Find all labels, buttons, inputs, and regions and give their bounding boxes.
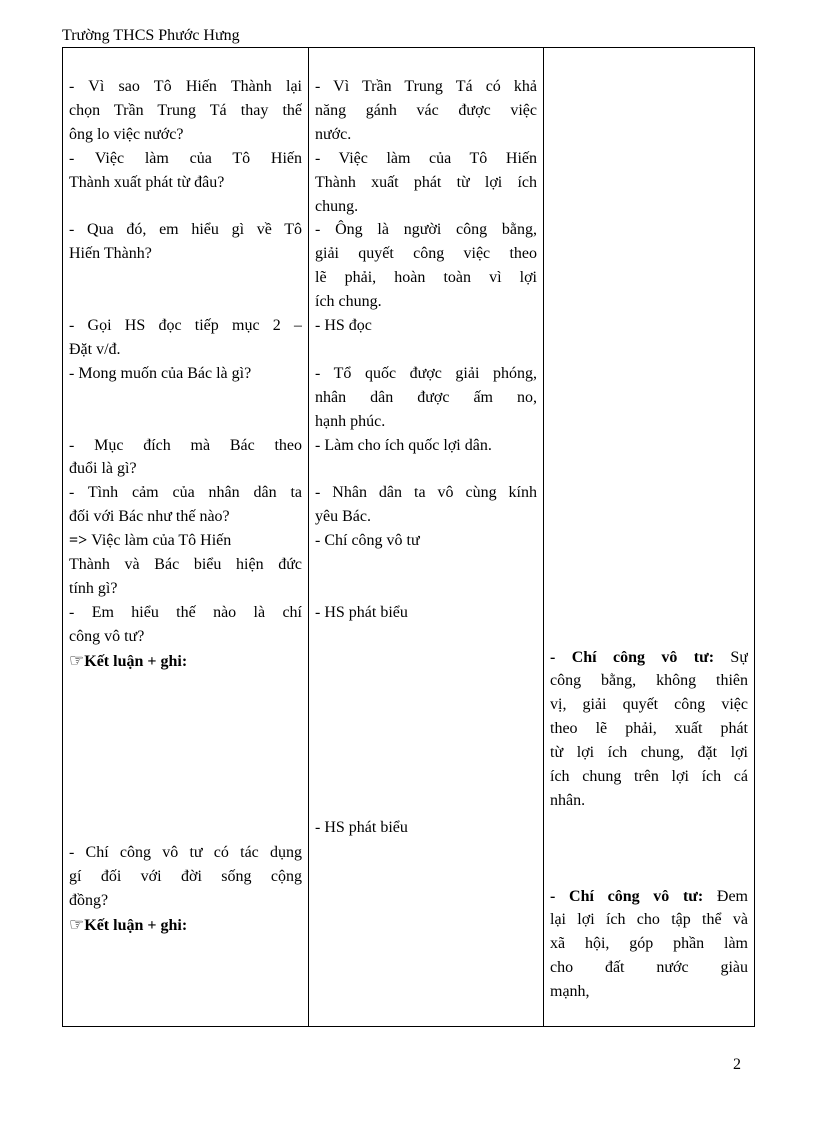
spacer	[69, 266, 302, 314]
conclusion-label: Kết luận + ghi:	[84, 652, 188, 670]
student-answer	[315, 75, 537, 147]
note-text: Đem	[703, 887, 748, 905]
conclusion-label: Kết luận + ghi:	[84, 916, 188, 934]
teacher-question	[69, 434, 302, 482]
spacer	[550, 813, 748, 885]
text-line: ông lo việc nước?	[69, 125, 184, 143]
text-line: đuổi là gì?	[69, 460, 137, 478]
note-line: công bằng, không thiên	[550, 672, 748, 690]
text-line: - HS phát biểu	[315, 603, 408, 621]
teacher-question	[69, 649, 302, 674]
text-line: - HS đọc	[315, 317, 372, 335]
text-line: chọn Trần Trung Tá thay thế	[69, 101, 302, 119]
school-header: Trường THCS Phước Hưng	[62, 27, 240, 44]
text-line: - Ông là người công bằng,	[315, 221, 537, 239]
text-line: nhân dân được ấm no,	[315, 388, 537, 406]
spacer	[69, 674, 302, 841]
teacher-question	[69, 841, 302, 913]
note-line: mạnh,	[550, 983, 590, 1001]
conclusion-heading	[69, 913, 302, 938]
note-line: vị, giải quyết công việc	[550, 696, 748, 714]
page-number: 2	[733, 1056, 741, 1073]
conclusion-heading	[69, 649, 302, 674]
text-line: Đặt v/đ.	[69, 340, 121, 358]
teacher-question	[69, 75, 302, 147]
note-term: - Chí công vô tư:	[550, 887, 704, 905]
content-column	[544, 48, 755, 1027]
text-line: - HS phát biểu	[315, 818, 408, 836]
student-answer	[315, 147, 537, 219]
text-line	[69, 529, 302, 553]
text-line: tính gì?	[69, 579, 118, 597]
text-line: - Vì Trần Trung Tá có khả	[315, 78, 537, 95]
spacer	[315, 553, 537, 601]
text-line: - Gọi HS đọc tiếp mục 2 –	[69, 317, 302, 335]
text-line: - Tình cảm của nhân dân ta	[69, 484, 302, 502]
teacher-question	[69, 913, 302, 938]
text-line: Thành xuất phát từ lợi ích	[315, 173, 537, 191]
text-line: năng gánh vác được việc	[315, 101, 537, 119]
teacher-question	[69, 481, 302, 529]
note-first-line	[550, 885, 748, 909]
teacher-question	[69, 147, 302, 195]
spacer	[315, 338, 537, 362]
spacer	[69, 386, 302, 434]
text-line: - Chí công vô tư có tác dụng	[69, 843, 302, 861]
note-line: từ lợi ích chung, đặt lợi	[550, 744, 748, 762]
text-line: - Vì sao Tô Hiến Thành lại	[69, 78, 302, 95]
text-line: đối với Bác như thế nào?	[69, 508, 230, 526]
lesson-note	[550, 885, 748, 1005]
note-line: theo lẽ phải, xuất phát	[550, 720, 748, 738]
text-line: nước.	[315, 125, 352, 143]
student-answer	[315, 481, 537, 529]
note-line: ích chung trên lợi ích cá	[550, 768, 748, 786]
lesson-table	[62, 47, 755, 1027]
student-answer	[315, 314, 537, 338]
text-line: lẽ phải, hoàn toàn vì lợi	[315, 269, 537, 287]
text-line: - Nhân dân ta vô cùng kính	[315, 484, 537, 502]
spacer	[69, 195, 302, 219]
text-line: - Em hiểu thế nào là chí	[69, 603, 302, 621]
text-line: gí đối với đời sống cộng	[69, 867, 302, 885]
text-line: yêu Bác.	[315, 508, 371, 526]
text-line: - Mong muốn của Bác là gì?	[69, 364, 252, 382]
text-line: - Làm cho ích quốc lợi dân.	[315, 436, 492, 454]
text-line: Hiến Thành?	[69, 245, 152, 263]
lesson-note	[550, 646, 748, 813]
text-line: ích chung.	[315, 293, 382, 311]
text-line: giải quyết công việc theo	[315, 245, 537, 263]
note-first-line	[550, 646, 748, 670]
note-line: nhân.	[550, 791, 586, 809]
text-line: - Mục đích mà Bác theo	[69, 436, 302, 454]
text-line: - Việc làm của Tô Hiến	[69, 149, 302, 167]
text-line: - Tổ quốc được giải phóng,	[315, 364, 537, 382]
spacer	[550, 48, 748, 646]
text-line-content: Việc làm của Tô Hiến	[91, 532, 232, 550]
text-line: hạnh phúc.	[315, 412, 386, 430]
spacer	[315, 625, 537, 816]
text-line: Thành và Bác biểu hiện đức	[69, 556, 302, 574]
spacer	[315, 457, 537, 481]
teacher-question	[69, 601, 302, 649]
student-answer	[315, 218, 537, 314]
text-line: đồng?	[69, 891, 109, 909]
teacher-question	[69, 218, 302, 266]
text-line: công vô tư?	[69, 627, 145, 645]
teacher-question	[69, 314, 302, 362]
student-answer	[315, 529, 537, 553]
student-answer	[315, 362, 537, 434]
text-line: - Việc làm của Tô Hiến	[315, 149, 537, 167]
note-line: xã hội, góp phần làm	[550, 935, 748, 953]
arrow-prefix: =>	[69, 532, 92, 550]
note-text: Sự	[714, 648, 748, 666]
teacher-question	[69, 529, 302, 601]
note-line: cho đất nước giàu	[550, 959, 748, 977]
note-term: - Chí công vô tư:	[550, 648, 715, 666]
student-answer	[315, 601, 537, 625]
text-line: - Qua đó, em hiểu gì về Tô	[69, 221, 302, 239]
teacher-question	[69, 362, 302, 386]
teacher-activity-column	[63, 48, 309, 1027]
student-activity-column	[309, 48, 544, 1027]
text-line: - Chí công vô tư	[315, 532, 420, 550]
note-line: lại lợi ích cho tập thể và	[550, 911, 748, 929]
student-answer	[315, 434, 537, 458]
student-answer	[315, 816, 537, 840]
text-line: Thành xuất phát từ đâu?	[69, 173, 225, 191]
text-line: chung.	[315, 197, 359, 215]
pointing-hand-icon: ☞	[69, 914, 85, 934]
pointing-hand-icon: ☞	[69, 650, 85, 670]
